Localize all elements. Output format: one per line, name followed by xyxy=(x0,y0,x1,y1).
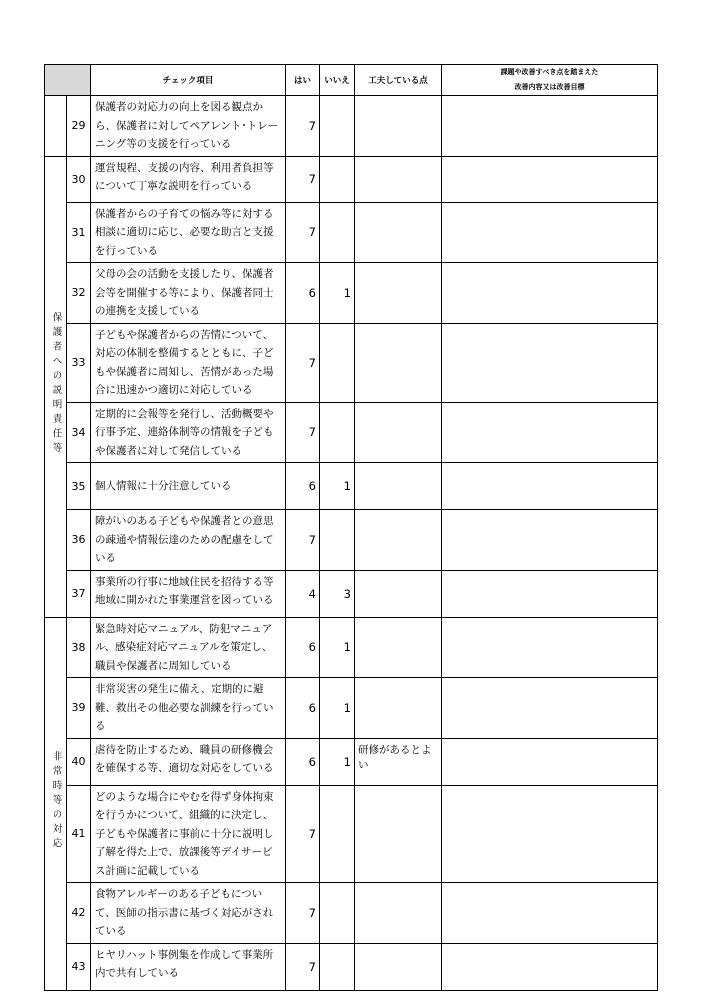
check-item-text: どのような場合にやむを得ず身体拘束を行うかについて、組織的に決定し、子どもや保護者に事前に十分に説明し了解を得た上で、放課後等デイサービス計画に記載している xyxy=(91,785,286,883)
no-count xyxy=(320,402,355,463)
check-item-text: 非常災害の発生に備え、定期的に避難、救出その他必要な訓練を行っている xyxy=(91,678,286,739)
improvement-cell xyxy=(442,96,658,157)
innovation-cell xyxy=(355,883,442,944)
row-number: 34 xyxy=(67,402,91,463)
category-explanation-label: 保護者への説明責任等 xyxy=(50,312,62,457)
row-number: 35 xyxy=(67,463,91,510)
innovation-cell xyxy=(355,570,442,617)
innovation-cell xyxy=(355,402,442,463)
improvement-cell xyxy=(442,463,658,510)
header-no: いいえ xyxy=(320,65,355,96)
innovation-cell xyxy=(355,96,442,157)
table-row xyxy=(45,202,658,263)
no-count xyxy=(320,785,355,883)
no-count xyxy=(320,943,355,990)
category-cell-continued xyxy=(45,96,67,157)
no-count xyxy=(320,510,355,571)
no-count xyxy=(320,202,355,263)
yes-count: 7 xyxy=(286,323,320,402)
innovation-cell xyxy=(355,943,442,990)
yes-count: 4 xyxy=(286,570,320,617)
table-row xyxy=(45,883,658,944)
check-item-text: 父母の会の活動を支援したり、保護者会等を開催する等により、保護者同士の連携を支援している xyxy=(91,263,286,324)
innovation-cell: 研修があるとよい xyxy=(355,738,442,785)
innovation-cell xyxy=(355,617,442,678)
yes-count: 6 xyxy=(286,263,320,324)
yes-count: 6 xyxy=(286,463,320,510)
category-explanation xyxy=(45,156,67,617)
table-row xyxy=(45,463,658,510)
yes-count: 7 xyxy=(286,883,320,944)
table-row xyxy=(45,402,658,463)
header-blank-cell xyxy=(45,65,91,96)
improvement-cell xyxy=(442,510,658,571)
check-item-text: 定期的に会報等を発行し、活動概要や行事予定、連絡体制等の情報を子どもや保護者に対して発信している xyxy=(91,402,286,463)
yes-count: 7 xyxy=(286,510,320,571)
check-item-text: ヒヤリハット事例集を作成して事業所内で共有している xyxy=(91,943,286,990)
row-number: 30 xyxy=(67,156,91,202)
improvement-cell xyxy=(442,402,658,463)
improvement-cell xyxy=(442,883,658,944)
table-row xyxy=(45,263,658,324)
row-number: 33 xyxy=(67,323,91,402)
improvement-cell xyxy=(442,570,658,617)
row-number: 36 xyxy=(67,510,91,571)
no-count: 1 xyxy=(320,463,355,510)
row-number: 39 xyxy=(67,678,91,739)
check-item-text: 事業所の行事に地域住民を招待する等地域に開かれた事業運営を図っている xyxy=(91,570,286,617)
header-innovation: 工夫している点 xyxy=(355,65,442,96)
no-count xyxy=(320,323,355,402)
yes-count: 6 xyxy=(286,678,320,739)
check-item-text: 緊急時対応マニュアル、防犯マニュアル、感染症対応マニュアルを策定し、職員や保護者に周知している xyxy=(91,617,286,678)
table-row xyxy=(45,738,658,785)
check-item-text: 運営規程、支援の内容、利用者負担等について丁寧な説明を行っている xyxy=(91,156,286,202)
table-row xyxy=(45,156,658,202)
innovation-cell xyxy=(355,323,442,402)
innovation-cell xyxy=(355,510,442,571)
innovation-cell xyxy=(355,463,442,510)
check-item-text: 保護者からの子育ての悩み等に対する相談に適切に応じ、必要な助言と支援を行っている xyxy=(91,202,286,263)
check-item-text: 個人情報に十分注意している xyxy=(91,463,286,510)
category-emergency xyxy=(45,617,67,990)
header-improvement-line1: 課題や改善すべき点を踏まえた xyxy=(500,68,599,76)
improvement-cell xyxy=(442,156,658,202)
row-number: 38 xyxy=(67,617,91,678)
check-item-text: 虐待を防止するため、職員の研修機会を確保する等、適切な対応をしている xyxy=(91,738,286,785)
improvement-cell xyxy=(442,678,658,739)
header-check-item: チェック項目 xyxy=(91,65,286,96)
improvement-cell xyxy=(442,202,658,263)
row-number: 37 xyxy=(67,570,91,617)
yes-count: 7 xyxy=(286,202,320,263)
yes-count: 6 xyxy=(286,617,320,678)
table-row xyxy=(45,510,658,571)
innovation-cell xyxy=(355,263,442,324)
no-count: 1 xyxy=(320,263,355,324)
yes-count: 7 xyxy=(286,156,320,202)
row-number: 43 xyxy=(67,943,91,990)
header-improvement-line2: 改善内容又は改善目標 xyxy=(514,83,585,91)
check-item-text: 食物アレルギーのある子どもについて、医師の指示書に基づく対応がされている xyxy=(91,883,286,944)
improvement-cell xyxy=(442,738,658,785)
improvement-cell xyxy=(442,785,658,883)
no-count: 1 xyxy=(320,617,355,678)
self-evaluation-table xyxy=(44,64,658,991)
check-item-text: 保護者の対応力の向上を図る観点から、保護者に対してペアレント･トレーニング等の支援を行っている xyxy=(91,96,286,157)
table-row xyxy=(45,323,658,402)
improvement-cell xyxy=(442,263,658,324)
no-count xyxy=(320,96,355,157)
row-number: 42 xyxy=(67,883,91,944)
row-number: 41 xyxy=(67,785,91,883)
table-row xyxy=(45,570,658,617)
header-row xyxy=(45,65,658,96)
improvement-cell xyxy=(442,323,658,402)
improvement-cell xyxy=(442,943,658,990)
check-item-text: 子どもや保護者からの苦情について、対応の体制を整備するとともに、子どもや保護者に周知し、苦情があった場合に迅速かつ適切に対応している xyxy=(91,323,286,402)
table-row xyxy=(45,678,658,739)
row-number: 40 xyxy=(67,738,91,785)
no-count: 1 xyxy=(320,738,355,785)
innovation-cell xyxy=(355,156,442,202)
table-row xyxy=(45,785,658,883)
category-emergency-label: 非常時等の対応 xyxy=(50,750,62,853)
no-count xyxy=(320,156,355,202)
yes-count: 7 xyxy=(286,96,320,157)
row-number: 29 xyxy=(67,96,91,157)
table-row xyxy=(45,943,658,990)
improvement-cell xyxy=(442,617,658,678)
row-number: 32 xyxy=(67,263,91,324)
yes-count: 7 xyxy=(286,785,320,883)
row-number: 31 xyxy=(67,202,91,263)
no-count: 1 xyxy=(320,678,355,739)
header-yes: はい xyxy=(286,65,320,96)
no-count xyxy=(320,883,355,944)
no-count: 3 xyxy=(320,570,355,617)
innovation-cell xyxy=(355,202,442,263)
innovation-cell xyxy=(355,785,442,883)
innovation-cell xyxy=(355,678,442,739)
yes-count: 6 xyxy=(286,738,320,785)
yes-count: 7 xyxy=(286,943,320,990)
yes-count: 7 xyxy=(286,402,320,463)
header-improvement xyxy=(442,65,658,96)
table-row xyxy=(45,96,658,157)
table-row xyxy=(45,617,658,678)
check-item-text: 障がいのある子どもや保護者との意思の疎通や情報伝達のための配慮をしている xyxy=(91,510,286,571)
